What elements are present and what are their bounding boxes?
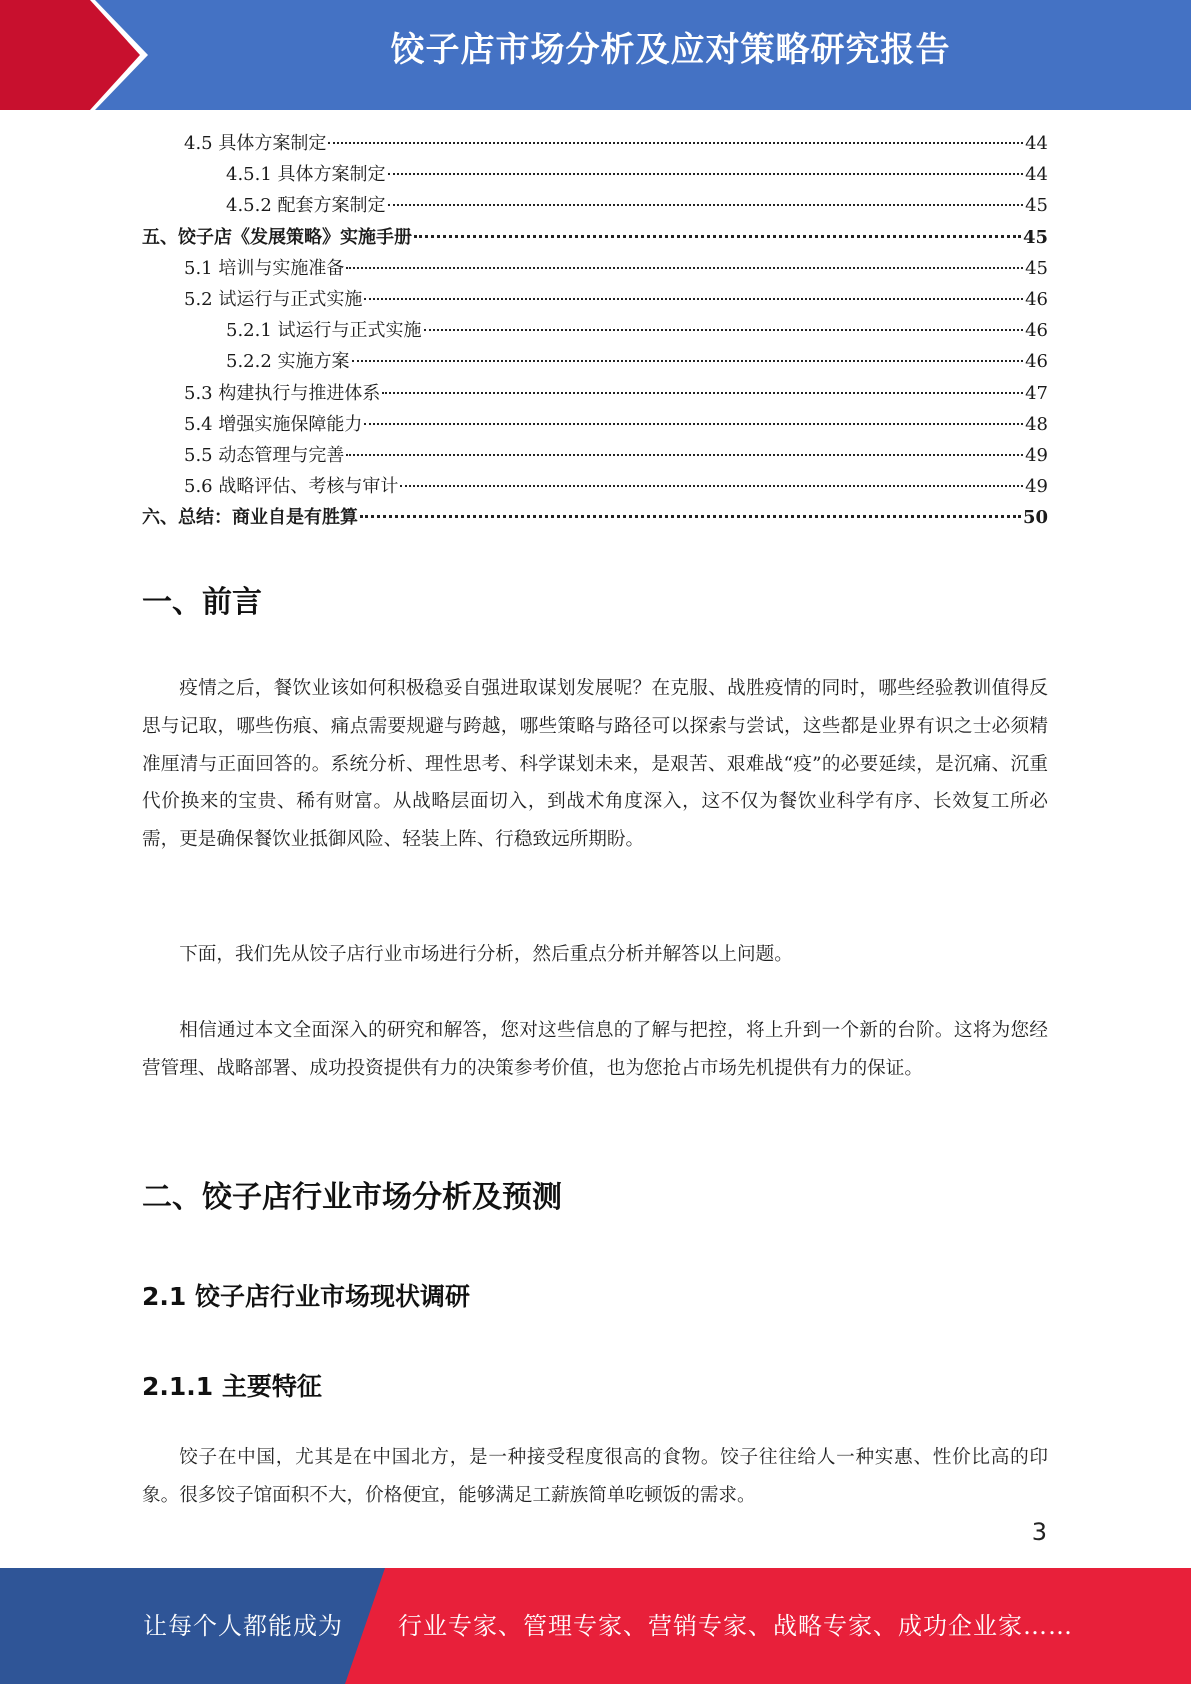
toc-entry[interactable] [142, 409, 1048, 440]
features-paragraph-1: 饺子在中国，尤其是在中国北方，是一种接受程度很高的食物。饺子往往给人一种实惠、性价比高的印象。很多饺子馆面积不大，价格便宜，能够满足工薪族简单吃顿饭的需求。 [142, 1447, 1048, 1506]
toc-entry-page: 46 [1025, 351, 1048, 373]
toc-entry-label: 5.3 构建执行与推进体系 [184, 382, 381, 404]
toc-entry-label: 4.5 具体方案制定 [184, 133, 327, 154]
toc-entry-page: 46 [1025, 288, 1048, 310]
heading-main-features: 2.1.1 主要特征 [142, 1372, 322, 1401]
toc-entry-label: 5.2.2 实施方案 [226, 351, 350, 373]
toc-dot-leader [328, 142, 1023, 144]
toc-entry[interactable] [142, 502, 1048, 533]
heading-market-survey: 2.1 饺子店行业市场现状调研 [142, 1282, 470, 1311]
toc-dot-leader [352, 360, 1024, 362]
toc-dot-leader [414, 235, 1021, 238]
table-of-contents [142, 128, 1048, 533]
toc-entry-label: 5.6 战略评估、考核与审计 [184, 476, 399, 498]
toc-entry-label: 5.2 试运行与正式实施 [184, 288, 363, 310]
preface-paragraph-3: 相信通过本文全面深入的研究和解答，您对这些信息的了解与把控，将上升到一个新的台阶。这将为您经营管理、战略部署、成功投资提供有力的决策参考价值，也为您抢占市场先机提供有力的保证。 [142, 1020, 1048, 1079]
toc-entry[interactable] [142, 159, 1048, 190]
toc-dot-leader [424, 329, 1024, 331]
toc-dot-leader [364, 423, 1023, 425]
toc-dot-leader [382, 392, 1023, 394]
toc-entry[interactable] [142, 346, 1048, 377]
toc-entry[interactable] [142, 471, 1048, 502]
toc-entry-page: 49 [1025, 444, 1048, 466]
toc-entry[interactable] [142, 440, 1048, 471]
toc-entry-page: 47 [1025, 382, 1048, 404]
toc-entry[interactable] [142, 222, 1048, 253]
toc-entry-page: 50 [1022, 507, 1048, 529]
toc-entry-label: 4.5.2 配套方案制定 [226, 195, 386, 217]
toc-entry[interactable] [142, 128, 1048, 159]
toc-dot-leader [388, 204, 1024, 206]
page-number: 3 [1031, 1518, 1047, 1546]
toc-dot-leader [388, 173, 1024, 175]
footer-slogan-right: 行业专家、管理专家、营销专家、战略专家、成功企业家…… [398, 1612, 1073, 1640]
toc-dot-leader [360, 515, 1021, 518]
toc-entry-page: 45 [1022, 226, 1048, 248]
toc-entry-label: 5.1 培训与实施准备 [184, 257, 345, 279]
preface-paragraph-1: 疫情之后，餐饮业该如何积极稳妥自强进取谋划发展呢？在克服、战胜疫情的同时，哪些经验教训值得反思与记取，哪些伤痕、痛点需要规避与跨越，哪些策略与路径可以探索与尝试，这些都是业界有识之士必须精准厘清与正面回答的。系统分析、理性思考、科学谋划未来，是艰苦、艰难战“疫”的必要延续，是沉痛、沉重代价换来的宝贵、稀有财富。从战略层面切入，到战术角度深入，这不仅为餐饮业科学有序、长效复工所必需，更是确保餐饮业抵御风险、轻装上阵、行稳致远所期盼。 [142, 678, 1048, 851]
toc-dot-leader [364, 298, 1023, 300]
toc-dot-leader [400, 485, 1023, 487]
toc-entry[interactable] [142, 190, 1048, 221]
page-header-banner [0, 0, 1191, 110]
toc-entry-label: 六、总结：商业自是有胜算 [142, 507, 358, 529]
toc-entry-page: 46 [1025, 320, 1048, 342]
toc-entry-label: 4.5.1 具体方案制定 [226, 164, 386, 186]
page-footer-banner [0, 1568, 1191, 1684]
toc-entry-label: 5.5 动态管理与完善 [184, 444, 345, 466]
toc-entry-label: 5.2.1 试运行与正式实施 [226, 320, 422, 342]
toc-entry-page: 48 [1025, 413, 1048, 435]
footer-slogan-left: 让每个人都能成为 [143, 1612, 343, 1640]
heading-preface: 一、前言 [142, 585, 262, 620]
toc-entry-page: 45 [1025, 195, 1048, 217]
header-chevron-decoration [0, 0, 160, 110]
toc-entry-page: 49 [1025, 476, 1048, 498]
toc-entry[interactable] [142, 253, 1048, 284]
toc-dot-leader [346, 267, 1023, 269]
toc-entry-label: 5.4 增强实施保障能力 [184, 413, 363, 435]
toc-entry[interactable] [142, 315, 1048, 346]
toc-entry[interactable] [142, 284, 1048, 315]
toc-entry[interactable] [142, 378, 1048, 409]
toc-entry-label: 五、饺子店《发展策略》实施手册 [142, 226, 412, 248]
toc-entry-page: 44 [1025, 164, 1048, 186]
toc-entry-page: 44 [1025, 133, 1048, 154]
heading-market-analysis: 二、饺子店行业市场分析及预测 [142, 1180, 562, 1215]
toc-dot-leader [346, 454, 1023, 456]
toc-entry-page: 45 [1025, 257, 1048, 279]
report-title: 饺子店市场分析及应对策略研究报告 [390, 30, 951, 70]
preface-paragraph-2: 下面，我们先从饺子店行业市场进行分析，然后重点分析并解答以上问题。 [179, 944, 793, 965]
